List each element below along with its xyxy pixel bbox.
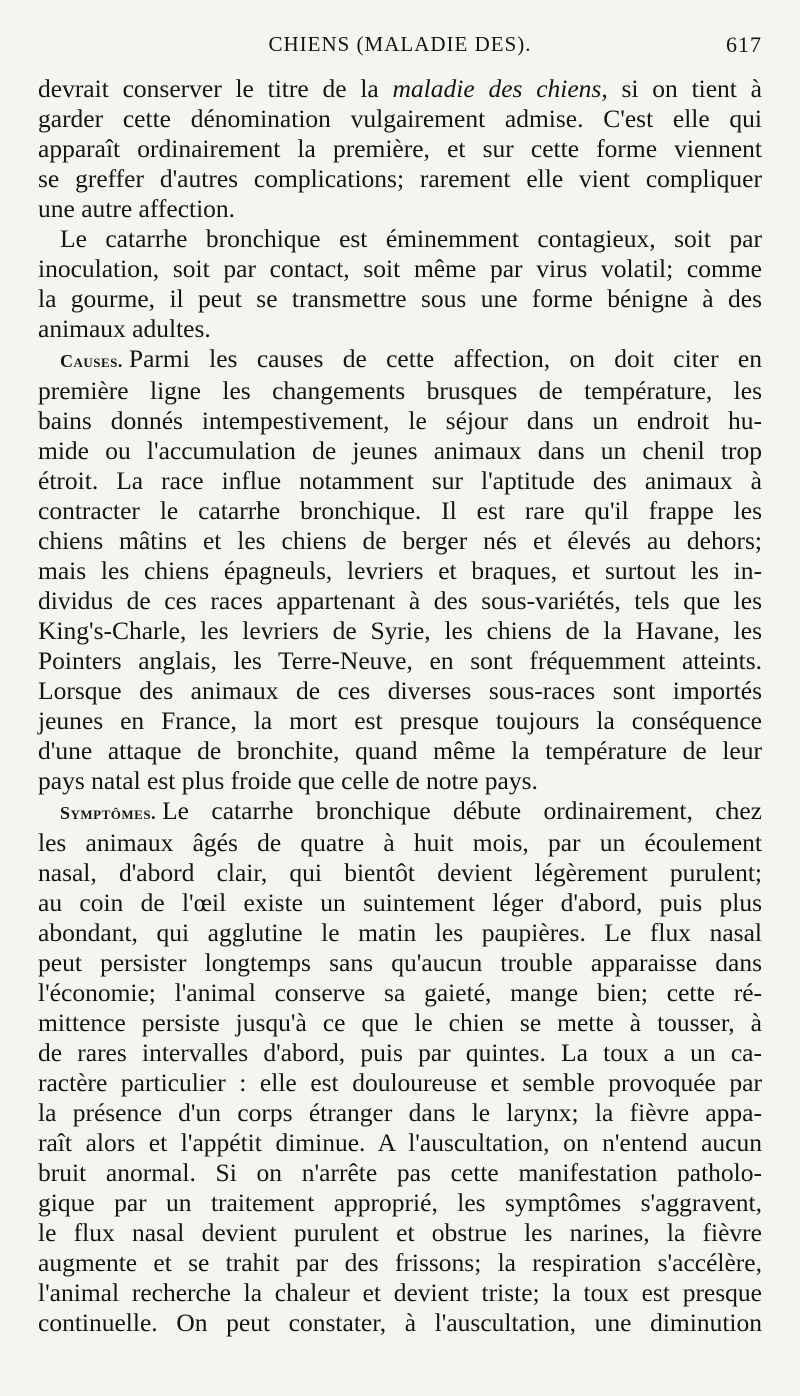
text-line: étroit. La race influe notamment sur l'aptitude des animaux à	[38, 466, 762, 495]
italic-phrase: maladie des chiens,	[392, 74, 608, 103]
text-line: bains donnés intempestivement, le séjour dans un endroit hu-	[38, 406, 762, 435]
text-line: King's-Charle, les levriers de Syrie, les chiens de la Havane, les	[38, 616, 762, 645]
text-line: Le catarrhe bronchique est éminemment contagieux, soit par	[60, 224, 762, 253]
text-line: gique par un traitement approprié, les symptômes s'aggravent,	[38, 1188, 762, 1217]
text-line: dividus de ces races appartenant à des sous-variétés, tels que les	[38, 586, 762, 615]
text-line: Symptômes. Le catarrhe bronchique débute ordinairement, chez	[60, 796, 762, 825]
text-line: se greffer d'autres complications; rarement elle vient compliquer	[38, 164, 762, 193]
text-line: Causes. Parmi les causes de cette affection, on doit citer en	[60, 344, 762, 373]
text-line: abondant, qui agglutine le matin les paupières. Le flux nasal	[38, 918, 762, 947]
text-line: l'économie; l'animal conserve sa gaieté, mange bien; cette ré-	[38, 978, 762, 1007]
text-line: mais les chiens épagneuls, levriers et braques, et surtout les in-	[38, 556, 762, 585]
text-line: inoculation, soit par contact, soit même par virus volatil; comme	[38, 254, 762, 283]
text-line: chiens mâtins et les chiens de berger nés et élevés au dehors;	[38, 526, 762, 555]
paragraph	[38, 344, 762, 796]
text-line: continuelle. On peut constater, à l'auscultation, une diminution	[38, 1308, 762, 1337]
text-line: nasal, d'abord clair, qui bientôt devient légèrement purulent;	[38, 858, 762, 887]
text-line: devrait conserver le titre de la maladie des chiens, si on tient à	[38, 74, 762, 103]
text-line: le flux nasal devient purulent et obstrue les narines, la fièvre	[38, 1218, 762, 1247]
running-title: CHIENS (MALADIE DES).	[268, 32, 532, 56]
text-line: Pointers anglais, les Terre-Neuve, en sont fréquemment atteints.	[38, 646, 762, 675]
text-line: garder cette dénomination vulgairement admise. C'est elle qui	[38, 104, 762, 133]
text-line: apparaît ordinairement la première, et sur cette forme viennent	[38, 134, 762, 163]
text-line: de rares intervalles d'abord, puis par quintes. La toux a un ca-	[38, 1038, 762, 1067]
text-line: pays natal est plus froide que celle de notre pays.	[38, 766, 538, 795]
page-number: 617	[726, 32, 762, 57]
section-rubric: Causes.	[60, 351, 123, 371]
text-line: mittence persiste jusqu'à ce que le chien se mette à tousser, à	[38, 1008, 762, 1037]
text-line: la gourme, il peut se transmettre sous une forme bénigne à des	[38, 284, 762, 313]
body-text	[38, 74, 762, 1338]
text-line: ractère particulier : elle est douloureuse et semble provoquée par	[38, 1068, 762, 1097]
paragraph	[38, 74, 762, 224]
paragraph	[38, 796, 762, 1338]
text-line: l'animal recherche la chaleur et devient triste; la toux est presque	[38, 1278, 762, 1307]
text-line: première ligne les changements brusques de température, les	[38, 376, 762, 405]
paragraph	[38, 224, 762, 344]
text-line: bruit anormal. Si on n'arrête pas cette manifestation patholo-	[38, 1158, 762, 1187]
text-line: la présence d'un corps étranger dans le larynx; la fièvre appa-	[38, 1098, 762, 1127]
text-line: animaux adultes.	[38, 314, 211, 343]
text-line: les animaux âgés de quatre à huit mois, par un écoulement	[38, 828, 762, 857]
text-line: d'une attaque de bronchite, quand même la température de leur	[38, 736, 762, 765]
text-line: jeunes en France, la mort est presque toujours la conséquence	[38, 706, 762, 735]
text-line: une autre affection.	[38, 194, 236, 223]
text-line: peut persister longtemps sans qu'aucun trouble apparaisse dans	[38, 948, 762, 977]
text-line: raît alors et l'appétit diminue. A l'auscultation, on n'entend aucun	[38, 1128, 762, 1157]
text-line: Lorsque des animaux de ces diverses sous-races sont importés	[38, 676, 762, 705]
text-line: augmente et se trahit par des frissons; la respiration s'accélère,	[38, 1248, 762, 1277]
text-line: au coin de l'œil existe un suintement léger d'abord, puis plus	[38, 888, 762, 917]
text-line: mide ou l'accumulation de jeunes animaux dans un chenil trop	[38, 436, 762, 465]
text-line: contracter le catarrhe bronchique. Il est rare qu'il frappe les	[38, 496, 762, 525]
running-head	[38, 32, 762, 74]
section-rubric: Symptômes.	[60, 803, 157, 823]
